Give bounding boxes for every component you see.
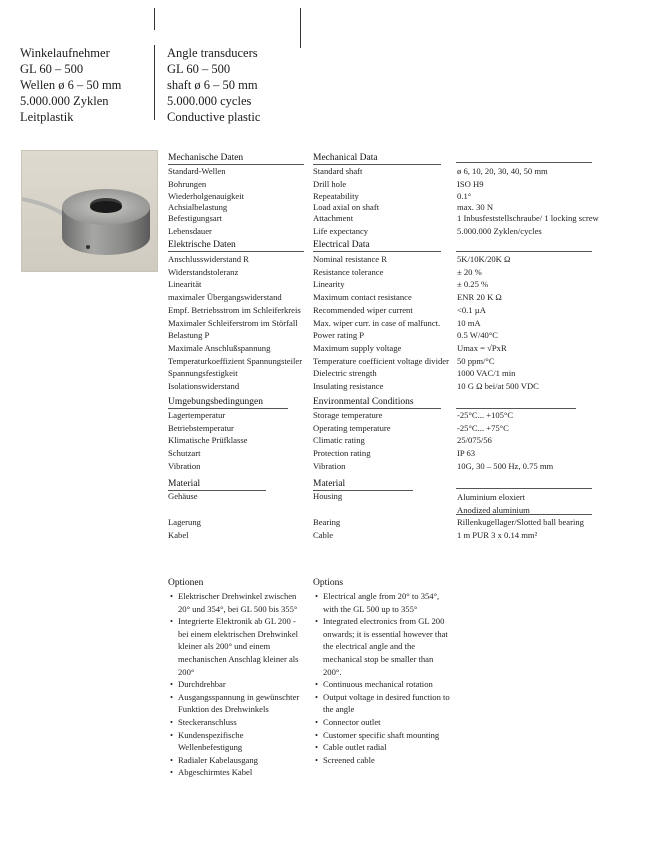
spec-label: Temperaturkoeffizient Spannungsteiler: [168, 355, 303, 366]
environmental-labels-de: [168, 409, 247, 473]
spec-value: 1 Inbusfeststellschraube/ 1 locking screw: [457, 213, 599, 224]
spec-label: Betriebstemperatur: [168, 422, 234, 433]
list-item: • Continuous mechanical rotation: [315, 678, 450, 691]
environmental-title-en: Environmental Conditions: [313, 397, 414, 407]
spec-value: 50 ppm/°C: [457, 355, 495, 366]
mechanical-labels-en: [313, 165, 379, 238]
spec-label: Power rating P: [313, 330, 365, 341]
spec-value: -25°C... +75°C: [457, 422, 509, 433]
material-cable-en: Cable: [313, 530, 334, 540]
spec-value: 25/075/56: [457, 435, 492, 446]
header-de: [20, 45, 121, 125]
header-en-line: shaft ø 6 – 50 mm: [167, 78, 258, 92]
spec-value: ± 20 %: [457, 266, 482, 277]
spec-label: Life expectancy: [313, 225, 369, 236]
material-housing-en: Housing: [313, 491, 343, 501]
list-item: • Abgeschirmtes Kabel: [170, 766, 305, 779]
angle-transducer-image: [22, 151, 157, 271]
spec-label: Storage temperature: [313, 410, 383, 420]
section-underline: [456, 488, 592, 489]
spec-value: ø 6, 10, 20, 30, 40, 50 mm: [457, 166, 548, 176]
list-item: • Radialer Kabelausgang: [170, 754, 305, 767]
electrical-values: [457, 253, 539, 393]
material-bearing-de: Lagerung: [168, 517, 201, 527]
spec-label: Linearity: [313, 279, 345, 290]
spec-label: Standard-Wellen: [168, 166, 226, 176]
product-photo: [21, 150, 158, 272]
list-item: • Durchdrehbar: [170, 678, 305, 691]
options-title-de: Optionen: [168, 578, 204, 588]
header-de-line: Winkelaufnehmer: [20, 46, 110, 60]
spec-label: Protection rating: [313, 448, 371, 459]
spec-value: Anodized aluminium: [457, 504, 530, 515]
header-en: [167, 45, 260, 125]
spec-value: -25°C... +105°C: [457, 410, 514, 420]
mechanical-values: [457, 165, 599, 238]
header-de-line: 5.000.000 Zyklen: [20, 94, 109, 108]
spec-value: <0.1 µA: [457, 304, 486, 315]
spec-label: Empf. Betriebsstrom im Schleiferkreis: [168, 304, 301, 315]
environmental-title-de: Umgebungsbedingungen: [168, 397, 263, 407]
options-list-en: [315, 590, 450, 766]
spec-value: ± 0.25 %: [457, 279, 489, 290]
spec-label: Standard shaft: [313, 166, 363, 176]
mechanical-labels-de: [168, 165, 244, 238]
list-item: • Kundenspezifische Wellenbefestigung: [170, 729, 305, 754]
spec-value: Umax = √PxR: [457, 342, 507, 353]
spec-label: Bohrungen: [168, 178, 207, 189]
list-item: • Customer specific shaft mounting: [315, 729, 450, 742]
spec-label: Climatic rating: [313, 435, 365, 446]
material-housing-de: Gehäuse: [168, 491, 198, 501]
spec-label: Nominal resistance R: [313, 254, 387, 264]
spec-value: 10 mA: [457, 317, 481, 328]
list-item: • Output voltage in desired function to the angle: [315, 691, 450, 716]
spec-label: Vibration: [168, 460, 201, 471]
spec-label: Attachment: [313, 213, 354, 224]
electrical-title-de: Elektrische Daten: [168, 240, 236, 250]
spec-value: 5K/10K/20K Ω: [457, 254, 511, 264]
spec-label: Befestigungsart: [168, 213, 222, 224]
spec-value: 0.1°: [457, 191, 472, 202]
section-underline: [456, 251, 592, 252]
spec-label: Maximaler Schleiferstrom im Störfall: [168, 317, 298, 328]
material-title-de: Material: [168, 479, 201, 489]
spec-label: Temperature coefficient voltage divider: [313, 355, 449, 366]
list-item: • Elektrischer Drehwinkel zwischen 20° und 354°, bei GL 500 bis 355°: [170, 590, 305, 615]
spec-label: Insulating resistance: [313, 381, 384, 392]
spec-label: Operating temperature: [313, 422, 391, 433]
list-item: • Integrierte Elektronik ab GL 200 - bei einem elektrischen Drehwinkel kleiner als 200° und einem mechanischen Anschlag kleiner als 200°: [170, 615, 305, 678]
mechanical-title-en: Mechanical Data: [313, 153, 378, 163]
section-underline: [313, 251, 441, 252]
spec-label: Max. wiper curr. in case of malfunct.: [313, 317, 441, 328]
environmental-labels-en: [313, 409, 391, 473]
spec-value: ISO H9: [457, 178, 484, 189]
header-divider: [154, 45, 155, 120]
mechanical-title-de: Mechanische Daten: [168, 153, 244, 163]
spec-label: Repeatability: [313, 191, 359, 202]
material-bearing-value: Rillenkugellager/Slotted ball bearing: [457, 517, 584, 527]
list-item: • Steckeranschluss: [170, 716, 305, 729]
list-item: • Connector outlet: [315, 716, 450, 729]
header-rule-left: [154, 8, 155, 30]
spec-label: Drill hole: [313, 178, 347, 189]
spec-label: Schutzart: [168, 448, 201, 459]
list-item: • Screened cable: [315, 754, 450, 767]
header-en-line: 5.000.000 cycles: [167, 94, 252, 108]
options-title-en: Options: [313, 578, 344, 588]
spec-label: Achsialbelastung: [168, 202, 228, 213]
spec-label: Recommended wiper current: [313, 304, 413, 315]
spec-value: 5.000.000 Zyklen/cycles: [457, 225, 542, 236]
spec-label: Klimatische Prüfklasse: [168, 435, 248, 446]
spec-label: Resistance tolerance: [313, 266, 384, 277]
list-item: • Integrated electronics from GL 200 onwards; it is essential however that the electrical angle and the mechanical stop be smaller than 200°.: [315, 615, 450, 678]
spec-value: 0.5 W/40°C: [457, 330, 498, 341]
spec-label: Maximale Anschlußspannung: [168, 342, 271, 353]
spec-value: 10 G Ω bei/at 500 VDC: [457, 381, 539, 392]
spec-label: Isolationswiderstand: [168, 381, 240, 392]
header-en-line: GL 60 – 500: [167, 62, 231, 76]
spec-label: Vibration: [313, 460, 346, 471]
spec-label: Wiederholgenauigkeit: [168, 191, 245, 202]
spec-value: IP 63: [457, 448, 476, 459]
electrical-labels-de: [168, 253, 302, 393]
spec-label: Anschlusswiderstand R: [168, 254, 249, 264]
header-de-line: Leitplastik: [20, 110, 74, 124]
material-cable-value: 1 m PUR 3 x 0.14 mm²: [457, 530, 538, 540]
spec-value: max. 30 N: [457, 202, 494, 213]
material-bearing-en: Bearing: [313, 517, 341, 527]
electrical-labels-en: [313, 253, 449, 393]
section-underline: [168, 251, 304, 252]
section-underline: [456, 162, 592, 163]
spec-label: Spannungsfestigkeit: [168, 368, 238, 379]
options-list-de: [170, 590, 305, 779]
spec-label: maximaler Übergangswiderstand: [168, 292, 282, 303]
spec-value: 10G, 30 – 500 Hz, 0.75 mm: [457, 460, 554, 471]
spec-label: Linearität: [168, 279, 202, 290]
spec-value: Aluminium eloxiert: [457, 492, 526, 502]
spec-label: Dielectric strength: [313, 368, 377, 379]
spec-value: ENR 20 K Ω: [457, 292, 502, 303]
spec-label: Load axial on shaft: [313, 202, 380, 213]
spec-value: 1000 VAC/1 min: [457, 368, 516, 379]
header-rule-right: [300, 8, 301, 48]
section-underline: [456, 514, 592, 515]
material-title-en: Material: [313, 479, 346, 489]
spec-label: Lagertemperatur: [168, 410, 226, 420]
material-cable-de: Kabel: [168, 530, 189, 540]
spec-label: Widerstandstoleranz: [168, 266, 239, 277]
list-item: • Electrical angle from 20° to 354°, with the GL 500 up to 355°: [315, 590, 450, 615]
material-housing-values: [457, 491, 530, 516]
list-item: • Ausgangsspannung in gewünschter Funktion des Drehwinkels: [170, 691, 305, 716]
header-en-line: Conductive plastic: [167, 110, 261, 124]
spec-label: Maximum contact resistance: [313, 292, 412, 303]
spec-label: Belastung P: [168, 330, 210, 341]
header-de-line: Wellen ø 6 – 50 mm: [20, 78, 122, 92]
environmental-values: [457, 409, 553, 473]
header-en-line: Angle transducers: [167, 46, 258, 60]
header-de-line: GL 60 – 500: [20, 62, 84, 76]
spec-label: Lebensdauer: [168, 225, 212, 236]
electrical-title-en: Electrical Data: [313, 240, 370, 250]
list-item: • Cable outlet radial: [315, 741, 450, 754]
spec-label: Maximum supply voltage: [313, 342, 402, 353]
